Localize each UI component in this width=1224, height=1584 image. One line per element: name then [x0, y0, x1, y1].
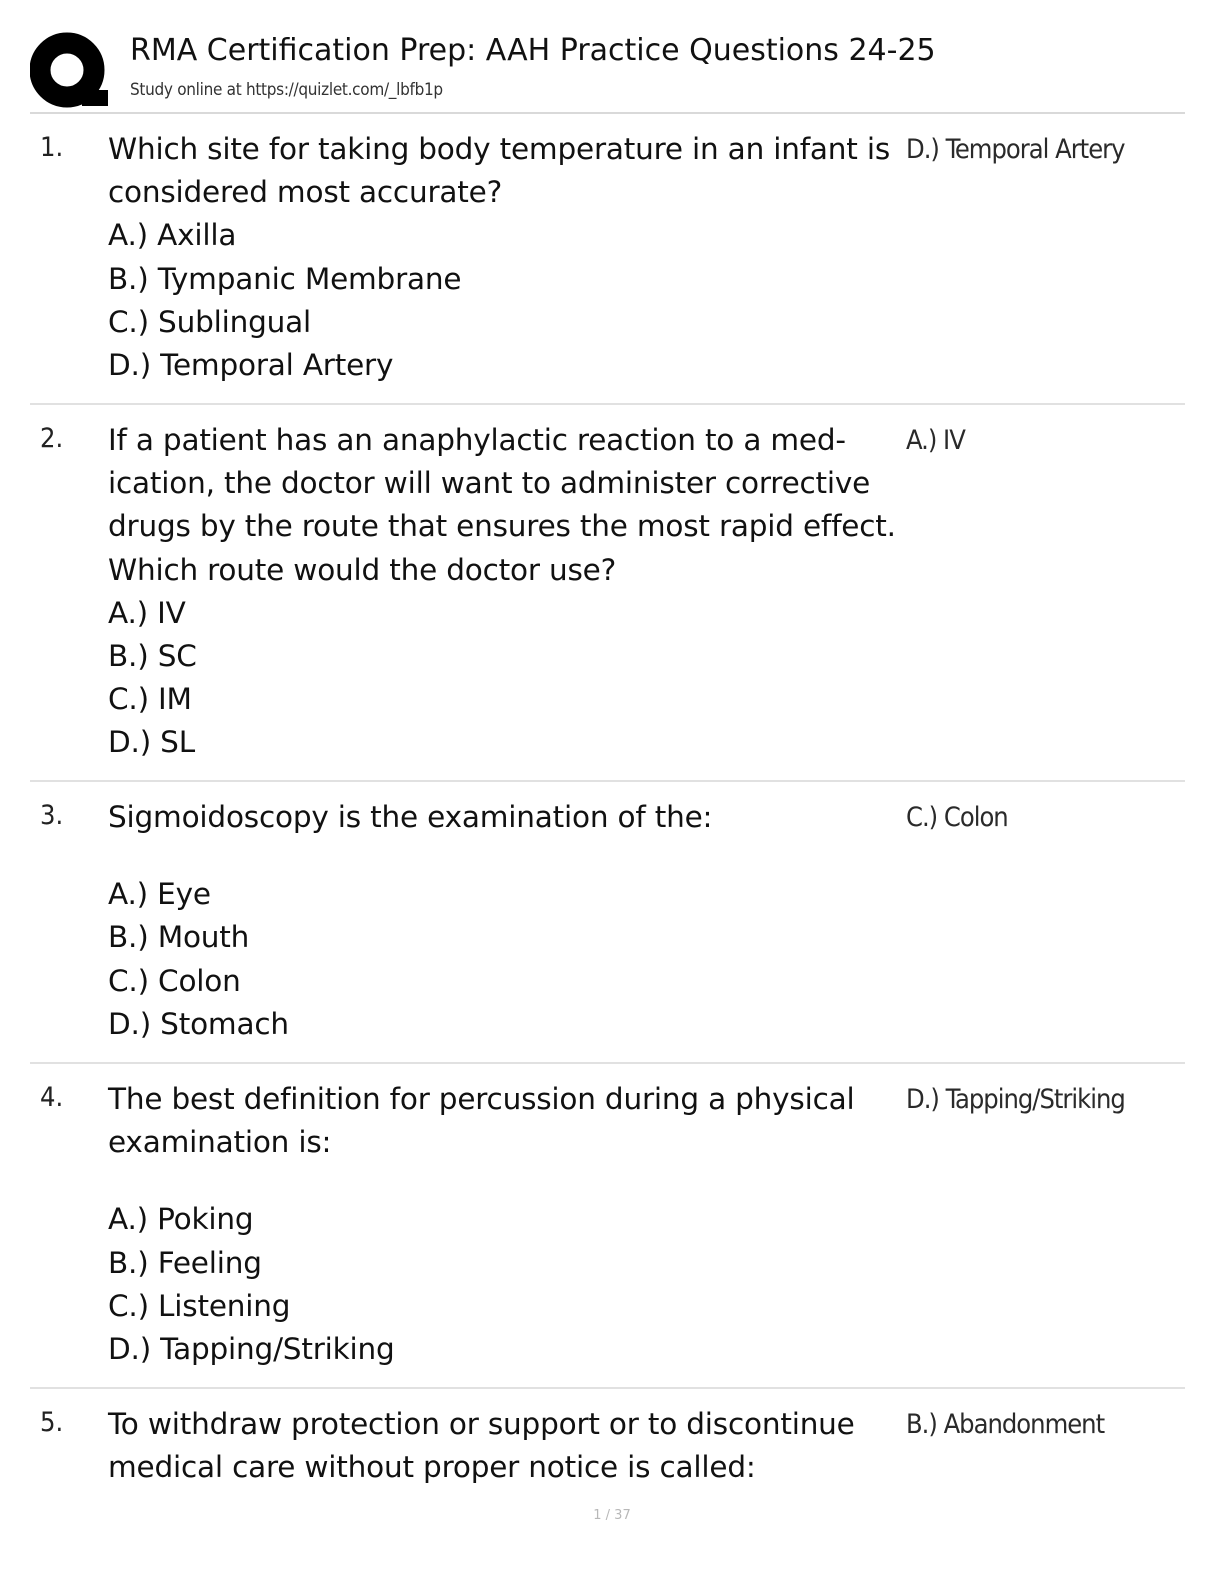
question-1: [30, 128, 1185, 405]
question-line: examination is:: [108, 1125, 332, 1160]
question-text: [108, 1078, 908, 1371]
option-d: D.) Temporal Artery: [108, 347, 394, 382]
answer: A.) IV: [906, 425, 965, 456]
option-d: D.) Tapping/Striking: [108, 1331, 395, 1366]
option-c: C.) Listening: [108, 1288, 291, 1323]
question-line: ication, the doctor will want to administer corrective: [108, 466, 871, 501]
option-d: D.) Stomach: [108, 1006, 289, 1041]
question-line: medical care without proper notice is called:: [108, 1450, 756, 1485]
question-line: Which route would the doctor use?: [108, 552, 617, 587]
option-a: A.) IV: [108, 595, 186, 630]
option-b: B.) Feeling: [108, 1245, 262, 1280]
question-number: 4.: [40, 1082, 64, 1113]
question-line: considered most accurate?: [108, 175, 503, 210]
option-d: D.) SL: [108, 725, 195, 760]
question-5: [30, 1403, 1185, 1493]
option-c: C.) IM: [108, 682, 192, 717]
answer: D.) Temporal Artery: [906, 134, 1125, 165]
question-2: [30, 419, 1185, 782]
question-line: drugs by the route that ensures the most rapid effect.: [108, 509, 896, 544]
option-b: B.) Mouth: [108, 920, 250, 955]
answer: C.) Colon: [906, 802, 1008, 833]
question-line: The best definition for percussion during a physical: [108, 1082, 855, 1116]
option-c: C.) Sublingual: [108, 304, 311, 339]
option-b: B.) Tympanic Membrane: [108, 261, 462, 296]
page-number: 1 / 37: [593, 1508, 631, 1523]
quizlet-logo-icon: [30, 32, 108, 110]
option-a: A.) Eye: [108, 877, 211, 912]
question-text: [108, 796, 908, 1046]
document-header: [30, 30, 1185, 114]
question-3: [30, 796, 1185, 1064]
question-number: 2.: [40, 423, 64, 454]
answer: D.) Tapping/Striking: [906, 1084, 1125, 1115]
question-number: 3.: [40, 800, 64, 831]
question-number: 1.: [40, 132, 64, 163]
question-line: To withdraw protection or support or to discontinue: [108, 1407, 855, 1441]
question-line: Sigmoidoscopy is the examination of the:: [108, 800, 713, 834]
option-a: A.) Poking: [108, 1202, 254, 1237]
option-c: C.) Colon: [108, 963, 241, 998]
option-b: B.) SC: [108, 638, 197, 673]
question-4: [30, 1078, 1185, 1389]
question-number: 5.: [40, 1407, 64, 1438]
question-text: [108, 1403, 908, 1489]
option-a: A.) Axilla: [108, 218, 237, 253]
question-text: [108, 419, 908, 765]
answer: B.) Abandonment: [906, 1409, 1105, 1440]
study-online-link[interactable]: Study online at https://quizlet.com/_lbfb1p: [130, 80, 443, 100]
question-line: Which site for taking body temperature in an infant is: [108, 132, 890, 166]
question-line: If a patient has an anaphylactic reaction to a med-: [108, 423, 846, 457]
question-text: [108, 128, 908, 387]
document-title: RMA Certification Prep: AAH Practice Questions 24-25: [130, 33, 936, 68]
